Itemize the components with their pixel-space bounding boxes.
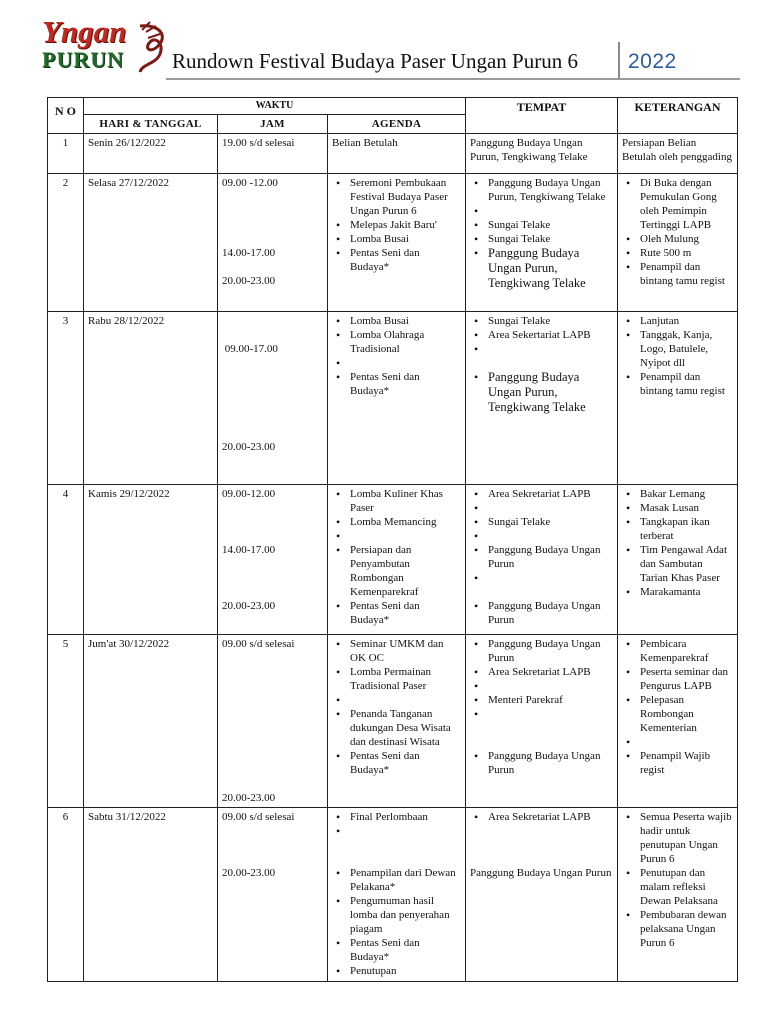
agenda-item: • Seminar UMKM dan OK OC: [350, 637, 461, 665]
note-item: Persiapan Belian Betulah oleh penggading: [622, 137, 732, 163]
note-item: • Pembubaran dewan pelaksana Ungan Purun 6: [640, 908, 733, 950]
place-item: • Area Sekretariat LAPB: [488, 810, 613, 824]
row-number: 3: [48, 312, 84, 485]
agenda-item: • Lomba Memancing: [350, 515, 461, 529]
time-slot: 20.00-23.00: [222, 600, 276, 612]
header-hari: HARI & TANGGAL: [84, 115, 218, 134]
row-time: [218, 312, 328, 485]
agenda-item: • Pentas Seni dan Budaya*: [350, 599, 461, 627]
row-number: 4: [48, 485, 84, 635]
row-date: Kamis 29/12/2022: [84, 485, 218, 635]
table-row: [48, 134, 738, 174]
header-waktu: WAKTU: [84, 98, 466, 115]
table-row: [48, 312, 738, 485]
time-slot: 09.00-12.00: [222, 488, 276, 500]
row-date: Rabu 28/12/2022: [84, 312, 218, 485]
agenda-item: • Lomba Permainan Tradisional Paser: [350, 665, 461, 693]
place-item: • Panggung Budaya Ungan Purun, Tengkiwang Telake: [488, 370, 613, 415]
row-time: [218, 635, 328, 808]
note-item: • Penampil dan bintang tamu regist: [640, 260, 733, 288]
time-slot: 14.00-17.00: [222, 544, 276, 556]
place-item: • Panggung Budaya Ungan Purun, Tengkiwang Telake: [488, 176, 613, 204]
note-item: • Masak Lusan: [640, 501, 733, 515]
place-item: • Panggung Budaya Ungan Purun: [488, 749, 613, 777]
spacer: [488, 679, 613, 693]
place-item: • Area Sekertariat LAPB: [488, 328, 613, 342]
logo-text-top: Yngan: [42, 14, 127, 49]
header-rule: [166, 78, 740, 80]
row-place: [466, 485, 618, 635]
time-slot: 20.00-23.00: [222, 441, 276, 453]
row-time: [218, 485, 328, 635]
note-item: • Tanggak, Kanja, Logo, Batulele, Nyipot dll: [640, 328, 733, 370]
row-agenda: [328, 635, 466, 808]
note-item: • Di Buka dengan Pemukulan Gong oleh Pemimpin Tertinggi LAPB: [640, 176, 733, 232]
place-item: • Menteri Parekraf: [488, 693, 613, 707]
spacer: [488, 707, 613, 749]
time-slot: 20.00-23.00: [222, 867, 276, 879]
header-no: N O: [48, 98, 84, 134]
spacer: [350, 824, 461, 866]
note-item: • Semua Peserta wajib hadir untuk penutupan Ungan Purun 6: [640, 810, 733, 866]
row-time: [218, 808, 328, 982]
header-keterangan: KETERANGAN: [618, 98, 738, 134]
row-note: [618, 134, 738, 174]
time-slot: 14.00-17.00: [222, 247, 276, 259]
table-row: [48, 808, 738, 982]
table-row: [48, 635, 738, 808]
spacer: [488, 571, 613, 599]
agenda-item: • Final Perlombaan: [350, 810, 461, 824]
row-agenda: [328, 134, 466, 174]
row-place: [466, 312, 618, 485]
spacer: [640, 735, 733, 749]
row-note: [618, 808, 738, 982]
agenda-item: • Penutupan: [350, 964, 461, 978]
place-item: • Sungai Telake: [488, 515, 613, 529]
page-title: Rundown Festival Budaya Paser Ungan Purun 6: [172, 49, 578, 73]
row-agenda: [328, 808, 466, 982]
place-item: • Area Sekretariat LAPB: [488, 665, 613, 679]
table-row: [48, 174, 738, 312]
row-agenda: [328, 174, 466, 312]
spacer: [350, 356, 461, 370]
place-item: • Sungai Telake: [488, 232, 613, 246]
place-item: • Panggung Budaya Ungan Purun: [488, 637, 613, 665]
logo-text-bottom: PURUN: [42, 47, 124, 72]
place-item: • Panggung Budaya Ungan Purun, Tengkiwang Telake: [488, 246, 613, 291]
rundown-table: [47, 97, 738, 982]
spacer: [488, 342, 613, 370]
row-note: [618, 635, 738, 808]
time-slot: 09.00 -12.00: [222, 177, 278, 189]
row-agenda: [328, 312, 466, 485]
header-tempat: TEMPAT: [466, 98, 618, 134]
header-agenda: AGENDA: [328, 115, 466, 134]
time-slot: 20.00-23.00: [222, 792, 276, 804]
row-date: Senin 26/12/2022: [84, 134, 218, 174]
note-item: • Rute 500 m: [640, 246, 733, 260]
logo-ornament-icon: [134, 18, 174, 78]
time-slot: 09.00 s/d selesai: [222, 811, 295, 823]
row-number: 2: [48, 174, 84, 312]
note-item: • Tangkapan ikan terberat: [640, 515, 733, 543]
time-slot: 09.00-17.00: [222, 343, 278, 355]
note-item: • Lanjutan: [640, 314, 733, 328]
note-item: • Pelepasan Rombongan Kementerian: [640, 693, 733, 735]
agenda-item: • Pentas Seni dan Budaya*: [350, 936, 461, 964]
spacer: [350, 693, 461, 707]
row-place: [466, 808, 618, 982]
agenda-item: • Melepas Jakit Baru': [350, 218, 461, 232]
agenda-item: • Lomba Busai: [350, 314, 461, 328]
note-item: • Peserta seminar dan Pengurus LAPB: [640, 665, 733, 693]
row-date: Sabtu 31/12/2022: [84, 808, 218, 982]
agenda-item: Belian Betulah: [332, 137, 398, 149]
table-row: [48, 485, 738, 635]
note-item: • Marakamanta: [640, 585, 733, 599]
note-item: • Tim Pengawal Adat dan Sambutan Tarian Khas Paser: [640, 543, 733, 585]
agenda-item: • Penanda Tanganan dukungan Desa Wisata dan destinasi Wisata: [350, 707, 461, 749]
row-number: 5: [48, 635, 84, 808]
place-item: Panggung Budaya Ungan Purun: [470, 867, 612, 879]
note-item: • Pembicara Kemenparekraf: [640, 637, 733, 665]
note-item: • Penampil Wajib regist: [640, 749, 733, 777]
row-place: [466, 635, 618, 808]
festival-logo: [36, 14, 172, 78]
spacer: [488, 204, 613, 218]
row-number: 6: [48, 808, 84, 982]
row-date: Jum'at 30/12/2022: [84, 635, 218, 808]
row-note: [618, 312, 738, 485]
place-item: • Area Sekretariat LAPB: [488, 487, 613, 501]
page-header: [0, 0, 768, 80]
title-year: 2022: [628, 50, 677, 73]
row-place: [466, 134, 618, 174]
note-item: • Penutupan dan malam refleksi Dewan Pelaksana: [640, 866, 733, 908]
agenda-item: • Lomba Kuliner Khas Paser: [350, 487, 461, 515]
agenda-item: • Pentas Seni dan Budaya*: [350, 246, 461, 274]
row-note: [618, 485, 738, 635]
spacer: [488, 501, 613, 515]
row-number: 1: [48, 134, 84, 174]
row-time: [218, 174, 328, 312]
agenda-item: • Pentas Seni dan Budaya*: [350, 749, 461, 777]
agenda-item: • Seremoni Pembukaan Festival Budaya Paser Ungan Purun 6: [350, 176, 461, 218]
note-item: • Oleh Mulung: [640, 232, 733, 246]
header-jam: JAM: [218, 115, 328, 134]
spacer: [350, 529, 461, 543]
agenda-item: • Pentas Seni dan Budaya*: [350, 370, 461, 398]
note-item: • Penampil dan bintang tamu regist: [640, 370, 733, 398]
agenda-item: • Lomba Busai: [350, 232, 461, 246]
note-item: • Bakar Lemang: [640, 487, 733, 501]
time-slot: 09.00 s/d selesai: [222, 638, 295, 650]
row-time: [218, 134, 328, 174]
time-slot: 20.00-23.00: [222, 275, 276, 287]
agenda-item: • Penampilan dari Dewan Pelakana*: [350, 866, 461, 894]
place-item: • Sungai Telake: [488, 218, 613, 232]
place-item: • Sungai Telake: [488, 314, 613, 328]
title-separator: [618, 42, 620, 80]
row-note: [618, 174, 738, 312]
place-item: Panggung Budaya Ungan Purun, Tengkiwang Telake: [470, 137, 588, 163]
spacer: [488, 529, 613, 543]
row-agenda: [328, 485, 466, 635]
row-date: Selasa 27/12/2022: [84, 174, 218, 312]
agenda-item: • Pengumuman hasil lomba dan penyerahan piagam: [350, 894, 461, 936]
time-slot: 19.00 s/d selesai: [222, 137, 295, 149]
row-place: [466, 174, 618, 312]
place-item: • Panggung Budaya Ungan Purun: [488, 599, 613, 627]
place-item: • Panggung Budaya Ungan Purun: [488, 543, 613, 571]
agenda-item: • Lomba Olahraga Tradisional: [350, 328, 461, 356]
agenda-item: • Persiapan dan Penyambutan Rombongan Kemenparekraf: [350, 543, 461, 599]
